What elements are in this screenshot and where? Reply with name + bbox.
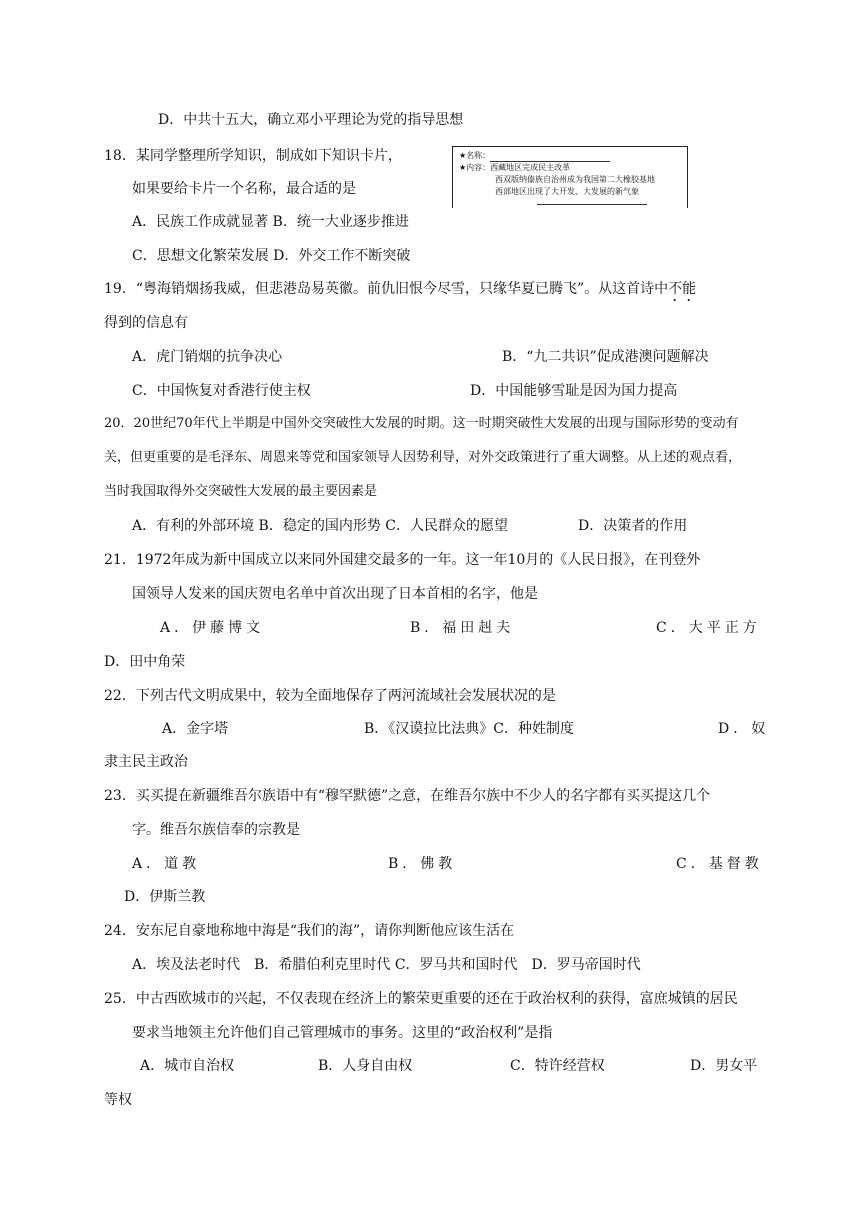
q18-stem-line1: 18．某同学整理所学知识，制成如下知识卡片， [104, 148, 402, 164]
q21-option-c: C．大平正方 [656, 620, 761, 636]
q22-option-a: A．金字塔 [162, 721, 229, 737]
q25-stem-line1: 25．中古西欧城市的兴起，不仅表现在经济上的繁荣更重要的还在于政治权利的获得，富庶城镇的居民 [104, 991, 738, 1007]
card-content-label: ★内容： [459, 163, 491, 172]
q19-option-d: D．中国能够雪耻是因为国力提高 [470, 383, 678, 399]
q18-options-cd: C．思想文化繁荣发展 D．外交工作不断突破 [132, 248, 411, 264]
card-item-2: 西双版纳傣族自治州成为我国第二大橡胶基地 [495, 175, 655, 184]
q20-options-abc: A．有利的外部环境 B．稳定的国内形势 C．人民群众的愿望 [132, 518, 509, 534]
q20-stem-line1: 20．20世纪70年代上半期是中国外交突破性大发展的时期。这一时期突破性大发展的出现与国际形势的变动有 [104, 416, 739, 431]
q21-stem-line2: 国领导人发来的国庆贺电名单中首次出现了日本首相的名字，他是 [132, 586, 538, 602]
q18-stem-line2: 如果要给卡片一个名称，最合适的是 [132, 181, 356, 197]
q19-option-b: B．“九二共识”促成港澳问题解决 [502, 349, 709, 365]
card-name-blank [490, 153, 610, 162]
card-item-1: 西藏地区完成民主改革 [490, 163, 571, 172]
q24-options: A．埃及法老时代 B．希腊伯利克里时代 C．罗马共和国时代 D．罗马帝国时代 [132, 957, 641, 973]
q25-option-c: C．特许经营权 [510, 1058, 605, 1074]
card-bottom-line [537, 204, 647, 205]
q25-option-d-part1: D．男女平 [690, 1058, 758, 1074]
q25-option-a: A．城市自治权 [140, 1058, 235, 1074]
q18-options-ab: A．民族工作成就显著 B．统一大业逐步推进 [132, 214, 409, 230]
q18-knowledge-card [452, 146, 688, 208]
q23-stem-line1: 23．买买提在新疆维吾尔族语中有“穆罕默德”之意，在维吾尔族中不少人的名字都有买买提这几个 [104, 788, 711, 804]
q19-stem-line1: 19．“粤海销烟扬我威，但悲港岛易英徽。前仇旧恨今尽雪，只缘华夏已腾飞”。从这首诗中不能 [104, 281, 697, 297]
q23-option-c: C．基督教 [676, 856, 763, 872]
q22-options-bc: B．《汉谟拉比法典》C．种姓制度 [364, 721, 574, 737]
q23-option-b: B．佛教 [388, 856, 457, 872]
q22-option-d-part1: D．奴 [718, 721, 770, 737]
q20-option-d: D．决策者的作用 [578, 518, 688, 534]
q20-stem-line3: 当时我国取得外交突破性大发展的最主要因素是 [104, 484, 378, 499]
q21-stem-line1: 21．1972年成为新中国成立以来同外国建交最多的一年。这一年10月的《人民日报》，在刊登外 [104, 552, 701, 568]
q25-option-b: B．人身自由权 [318, 1058, 413, 1074]
q19-stem-line2: 得到的信息有 [104, 315, 188, 331]
q24-stem: 24．安东尼自豪地称地中海是“我们的海”，请你判断他应该生活在 [104, 923, 515, 939]
q22-stem: 22．下列古代文明成果中，较为全面地保存了两河流域社会发展状况的是 [104, 688, 556, 704]
q25-stem-line2: 要求当地领主允许他们自己管理城市的事务。这里的“政治权利”是指 [132, 1025, 553, 1041]
card-name-label: ★名称： [459, 151, 491, 160]
q23-stem-line2: 字。维吾尔族信奉的宗教是 [132, 822, 300, 838]
q23-option-d: D．伊斯兰教 [124, 889, 206, 905]
q20-stem-line2: 关，但更重要的是毛泽东、周恩来等党和国家领导人因势利导，对外交政策进行了重大调整。从上述的观点看， [104, 450, 742, 465]
q17-option-d: D．中共十五大，确立邓小平理论为党的指导思想 [158, 112, 464, 128]
q21-option-d: D．田中角荣 [104, 654, 186, 670]
q21-option-a: A．伊藤博文 [160, 620, 265, 636]
q19-option-c: C．中国恢复对香港行使主权 [132, 383, 311, 399]
q25-option-d-part2: 等权 [104, 1092, 132, 1108]
q19-emphasis-not: 不能 [668, 281, 697, 297]
q22-option-d-part2: 隶主民主政治 [104, 754, 188, 770]
q19-option-a: A．虎门销烟的抗争决心 [132, 349, 283, 365]
card-item-3: 西部地区出现了大开发、大发展的新气象 [495, 187, 639, 196]
q23-option-a: A．道教 [132, 856, 201, 872]
q21-option-b: B．福田赳夫 [410, 620, 515, 636]
